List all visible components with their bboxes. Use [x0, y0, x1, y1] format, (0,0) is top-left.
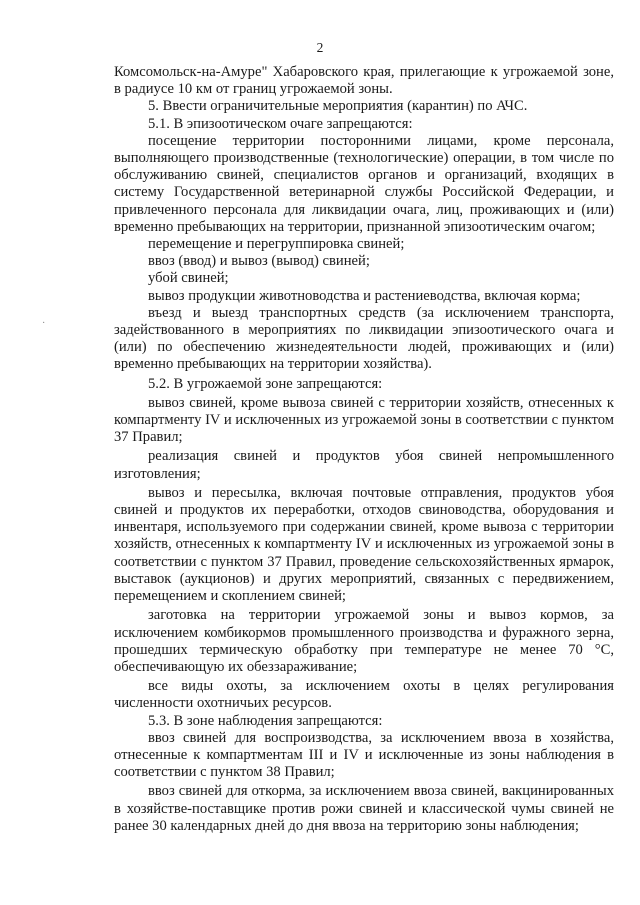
document-body [114, 64, 614, 835]
paragraph: ввоз свиней для воспроизводства, за исключением ввоза в хозяйства, отнесенные к компартментам III и IV и исключенные из зоны наблюдения в соответствии с пунктом 38 Правил; [114, 729, 614, 781]
paragraph: въезд и выезд транспортных средств (за исключением транспорта, задействованного в мероприятиях по ликвидации эпизоотического очага и (или) по обеспечению жизнедеятельности людей, проживающих и (или) временно пребывающих на территории хозяйства). [114, 304, 614, 373]
paragraph: вывоз и пересылка, включая почтовые отправления, продуктов убоя свиней и продуктов их переработки, отходов свиноводства, оборудования и инвентаря, используемого при содержании свиней, кроме вывоза с территории хозяйств, отнесенных к компартменту IV и исключенных из угрожаемой зоны в соответствии с пунктом 37 Правил, проведение сельскохозяйственных ярмарок, выставок (аукционов) и других мероприятий, связанных с передвижением, перемещением и скоплением свиней; [114, 484, 614, 605]
section-5-heading: 5. Ввести ограничительные мероприятия (карантин) по АЧС. [148, 98, 528, 115]
paragraph: ввоз (ввод) и вывоз (вывод) свиней; [148, 253, 370, 270]
paragraph: ввоз свиней для откорма, за исключением ввоза свиней, вакцинированных в хозяйстве-поставщике против рожи свиней и классической чумы свиней не ранее 30 календарных дней до дня ввоза на территорию зоны наблюдения; [114, 783, 614, 834]
page-number: 2 [316, 40, 324, 55]
paragraph: посещение территории посторонними лицами, кроме персонала, выполняющего производственные (технологические) операции, в том числе по обслуживанию свиней, специалистов органов и организаций, входящих в систему Государственной ветеринарной службы Российской Федерации, и привлеченного персонала для ликвидации очага, лиц, проживающих и (или) временно пребывающих на территории, признанной эпизоотическим очагом; [114, 132, 614, 235]
paragraph: заготовка на территории угрожаемой зоны и вывоз кормов, за исключением комбикормов промышленного производства и фуражного зерна, прошедших термическую обработку при температуре не менее 70 °С, обеспечивающую их обеззараживание; [114, 607, 614, 675]
section-5-1-heading: 5.1. В эпизоотическом очаге запрещаются: [148, 115, 413, 132]
section-5-3-heading: 5.3. В зоне наблюдения запрещаются: [148, 712, 383, 729]
paragraph-continuation: Комсомольск-на-Амуре" Хабаровского края, прилегающие к угрожаемой зоне, в радиусе 10 км от границ угрожаемой зоны. [114, 64, 614, 98]
paragraph: вывоз свиней, кроме вывоза свиней с территории хозяйств, отнесенных к компартменту IV и исключенных из угрожаемой зоны в соответствии с пунктом 37 Правил; [114, 394, 614, 446]
paragraph: вывоз продукции животноводства и растениеводства, включая корма; [148, 287, 581, 304]
margin-mark: · [42, 318, 46, 329]
section-5-2-heading: 5.2. В угрожаемой зоне запрещаются: [148, 375, 383, 392]
paragraph: перемещение и перегруппировка свиней; [148, 236, 405, 253]
paragraph: реализация свиней и продуктов убоя свиней непромышленного изготовления; [114, 448, 614, 482]
paragraph: все виды охоты, за исключением охоты в целях регулирования численности охотничьих ресурсов. [114, 678, 614, 712]
paragraph: убой свиней; [148, 270, 229, 287]
